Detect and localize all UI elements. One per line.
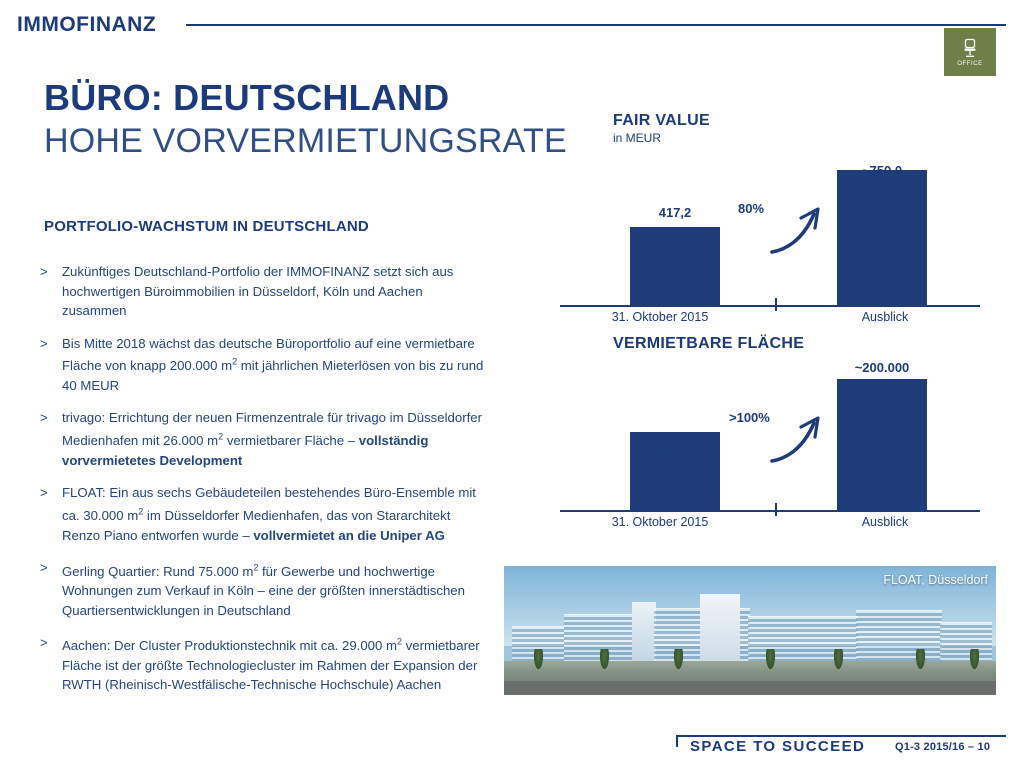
- photo-tree: [766, 649, 775, 669]
- list-item-text: Zukünftiges Deutschland-Portfolio der IMMOFINANZ setzt sich aus hochwertigen Büroimmobilien in Düsseldorf, Köln und Aachen zusammen: [62, 264, 454, 318]
- chart-fair-value: [613, 112, 710, 145]
- photo-tree: [600, 649, 609, 669]
- list-item: [40, 408, 488, 470]
- bullet-marker: >: [40, 410, 48, 426]
- growth-arrow-icon: [768, 204, 828, 261]
- photo-caption: FLOAT, Düsseldorf: [883, 573, 988, 587]
- photo-tree: [674, 649, 683, 669]
- list-item: [40, 483, 488, 545]
- bullet-marker: >: [40, 335, 48, 351]
- footer-page-meta: Q1-3 2015/16 – 10: [895, 741, 991, 753]
- chart-title: VERMIETBARE FLÄCHE: [613, 335, 805, 352]
- chart-lettable-area: [613, 335, 804, 353]
- footer-slogan: SPACE TO SUCCEED: [690, 738, 866, 755]
- lettable-area-plot: [560, 358, 980, 510]
- area-growth-label: >100%: [729, 410, 770, 425]
- footer-divider: [676, 735, 1006, 737]
- footer-divider-tick: [676, 735, 678, 747]
- bar-label-fair-value-outlook: ~750,0: [861, 163, 903, 178]
- list-item-text: Aachen: Der Cluster Produktionstechnik mit ca. 29.000 $m^2$ vermietbarer Fläche ist der größte Technologiecluster im Rahmen der Expansion der RWTH (Rheinisch-Westfälische-Technische Hochschule) Aachen: [62, 637, 480, 693]
- bar-area-outlook: [837, 379, 927, 510]
- list-item-text: Gerling Quartier: Rund 75.000 $m^2$ für Gewerbe und hochwertige Wohnungen zum Verkauf in Köln – eine der größten innerstädtischen Quartiersentwicklungen in Deutschland: [62, 562, 465, 618]
- bar-area-2015: [630, 432, 720, 510]
- fair-value-category-outlook: Ausblick: [861, 310, 909, 324]
- lettable-area-axis: [560, 510, 980, 512]
- office-chair-icon: [959, 37, 981, 59]
- bullet-list: [40, 262, 488, 708]
- photo-road: [504, 681, 996, 695]
- office-segment-badge: [944, 28, 996, 76]
- photo-building: [700, 594, 740, 661]
- photo-tree: [916, 649, 925, 669]
- fair-value-category-2015: 31. Oktober 2015: [611, 310, 709, 324]
- page-title: BÜRO: DEUTSCHLAND: [44, 77, 450, 118]
- bar-label-area-2015: 52.616: [655, 446, 695, 461]
- section-heading: PORTFOLIO-WACHSTUM IN DEUTSCHLAND: [44, 218, 369, 235]
- list-item: [40, 558, 488, 620]
- bullet-marker: >: [40, 560, 48, 576]
- area-category-2015: 31. Oktober 2015: [611, 515, 709, 529]
- photo-tree: [970, 649, 979, 669]
- bar-label-fair-value-2015: 417,2: [658, 205, 692, 220]
- list-item-text: trivago: Errichtung der neuen Firmenzentrale für trivago im Düsseldorfer Medienhafen mit 26.000 $m^2$ vermietbarer Fläche – vollständig vorvermietetes Development: [62, 410, 482, 468]
- bullet-marker: >: [40, 264, 48, 279]
- list-item-text: Bis Mitte 2018 wächst das deutsche Büroportfolio auf eine vermietbare Fläche von knapp 200.000 $m^2$ mit jährlichen Mieterlösen von bis zu rund 40 MEUR: [62, 335, 484, 393]
- list-item: [40, 633, 488, 695]
- header-divider: [186, 24, 1006, 26]
- fair-value-plot: [560, 160, 980, 305]
- project-photo: [504, 566, 996, 695]
- bar-fair-value-2015: [630, 227, 720, 305]
- growth-arrow-icon: [768, 413, 828, 470]
- photo-building: [564, 614, 634, 661]
- photo-building: [632, 602, 656, 661]
- chart-subtitle: in MEUR: [613, 131, 662, 145]
- bullet-marker: >: [40, 635, 48, 651]
- list-item: [40, 262, 488, 321]
- area-category-outlook: Ausblick: [861, 515, 909, 529]
- photo-building: [940, 622, 992, 661]
- list-item: [40, 334, 488, 396]
- chart-title: FAIR VALUE: [613, 112, 710, 129]
- list-item-text: FLOAT: Ein aus sechs Gebäudeteilen bestehendes Büro-Ensemble mit ca. 30.000 $m^2$ im Düsseldorfer Medienhafen, das von Stararchitekt Renzo Piano entworfen wurde – vollvermietet an die Uniper AG: [62, 485, 476, 543]
- bullet-marker: >: [40, 485, 48, 501]
- fair-value-growth-label: 80%: [738, 201, 765, 216]
- bar-label-area-outlook: ~200.000: [854, 360, 910, 375]
- page-subtitle: HOHE VORVERMIETUNGSRATE: [44, 122, 567, 160]
- office-badge-label: OFFICE: [957, 61, 983, 67]
- photo-tree: [834, 649, 843, 669]
- bar-fair-value-outlook: [837, 170, 927, 305]
- company-logo: IMMOFINANZ: [17, 13, 157, 36]
- lettable-area-axis-tick: [775, 503, 777, 516]
- fair-value-axis-tick: [775, 298, 777, 311]
- photo-tree: [534, 649, 543, 669]
- photo-building: [856, 610, 942, 661]
- fair-value-axis: [560, 305, 980, 307]
